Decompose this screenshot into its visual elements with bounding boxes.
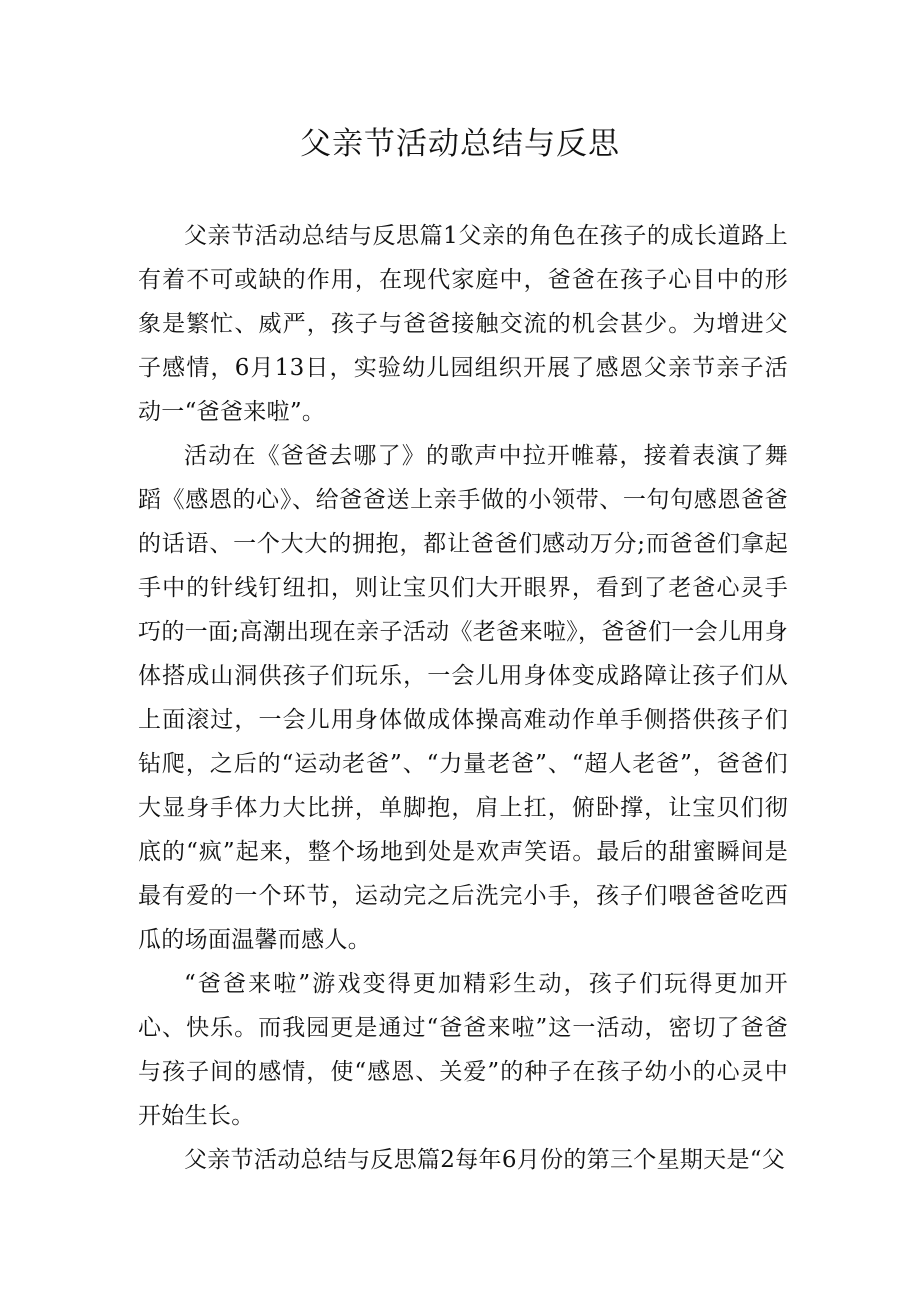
document-title: 父亲节活动总结与反思: [300, 126, 620, 162]
paragraph-3: “爸爸来啦”游戏变得更加精彩生动，孩子们玩得更加开心、快乐。而我园更是通过“爸爸来啦”这一活动，密切了爸爸与孩子间的感情，使“感恩、关爱”的种子在孩子幼小的心灵中开始生长。: [138, 971, 788, 1129]
document-body: [138, 214, 788, 1182]
paragraph-2: 活动在《爸爸去哪了》的歌声中拉开帷幕，接着表演了舞蹈《感恩的心》、给爸爸送上亲手做的小领带、一句句感恩爸爸的话语、一个大大的拥抱，都让爸爸们感动万分;而爸爸们拿起手中的针线钉纽扣，则让宝贝们大开眼界，看到了老爸心灵手巧的一面;高潮出现在亲子活动《老爸来啦》，爸爸们一会儿用身体搭成山洞供孩子们玩乐，一会儿用身体变成路障让孩子们从上面滚过，一会儿用身体做成体操高难动作单手侧搭供孩子们钻爬，之后的“运动老爸”、“力量老爸”、“超人老爸”，爸爸们大显身手体力大比拼，单脚抱，肩上扛，俯卧撑，让宝贝们彻底的“疯”起来，整个场地到处是欢声笑语。最后的甜蜜瞬间是最有爱的一个环节，运动完之后洗完小手，孩子们喂爸爸吃西瓜的场面温馨而感人。: [138, 443, 788, 953]
paragraph-4: 父亲节活动总结与反思篇2每年6月份的第三个星期天是“父: [184, 1147, 786, 1173]
paragraph-1: 父亲节活动总结与反思篇1父亲的角色在孩子的成长道路上有着不可或缺的作用，在现代家庭中，爸爸在孩子心目中的形象是繁忙、威严，孩子与爸爸接触交流的机会甚少。为增进父子感情，6月13日，实验幼儿园组织开展了感恩父亲节亲子活动一“爸爸来啦”。: [138, 223, 788, 425]
